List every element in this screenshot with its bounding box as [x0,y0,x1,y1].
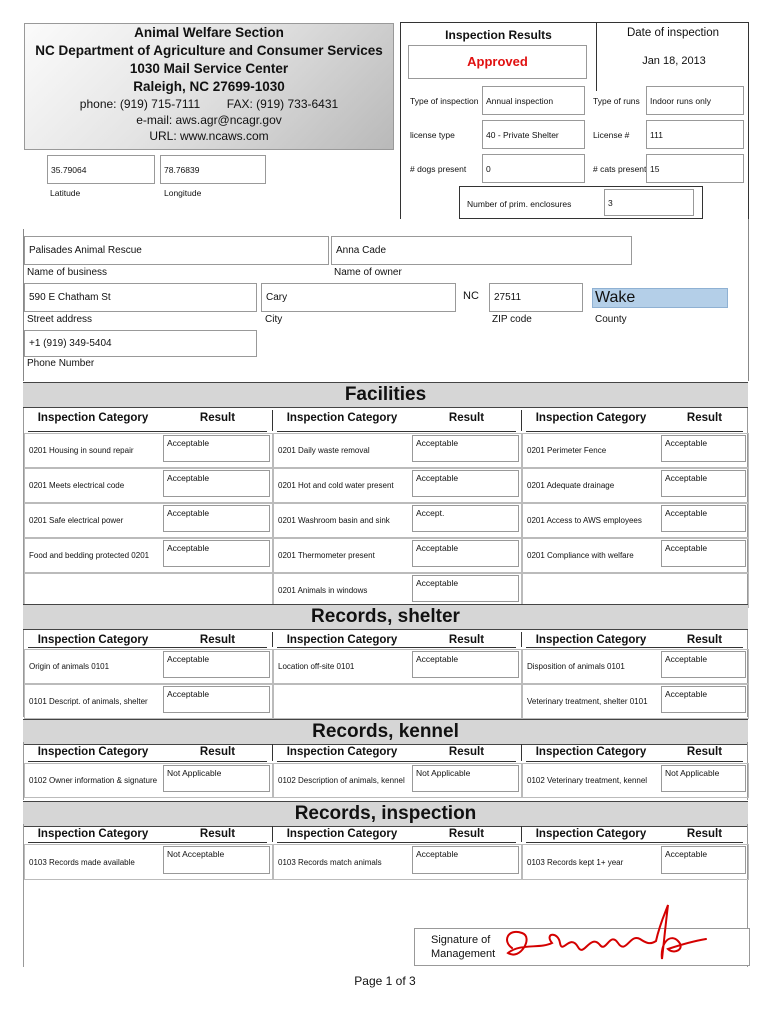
cats-present-label: # cats present [593,164,647,174]
col-header-category: Inspection Category [37,828,149,840]
col-header-category: Inspection Category [286,828,398,840]
inspection-category: 0103 Records made available [29,857,135,867]
zip-label: ZIP code [492,314,532,325]
latitude-label: Latitude [50,188,81,198]
inspection-category: Food and bedding protected 0201 [29,551,150,560]
col-header-result: Result [199,634,236,646]
col-header-result: Result [686,746,723,758]
col-header-result: Result [448,634,485,646]
date-label: Date of inspection [626,27,720,39]
col-header-category: Inspection Category [37,634,149,646]
result-field[interactable]: Acceptable [661,686,746,713]
result-field[interactable]: Acceptable [412,651,519,678]
inspection-category: 0201 Daily waste removal [278,446,370,455]
result-field[interactable]: Approved [408,45,587,79]
col-header-result: Result [686,828,723,840]
dogs-present-field[interactable]: 0 [482,154,585,183]
dogs-present-label: # dogs present [410,164,467,174]
col-header-category: Inspection Category [535,634,647,646]
inspection-category: 0103 Records match animals [278,857,382,867]
street-address-label: Street address [27,314,93,325]
signature-label [431,933,501,961]
facilities-table [23,408,748,604]
inspection-category: Origin of animals 0101 [29,662,110,671]
result-field[interactable]: Acceptable [163,505,270,532]
records-kennel-table [23,742,748,800]
result-field[interactable]: Acceptable [661,540,746,567]
table-row-cell [522,573,749,608]
agency-phone: phone: (919) 715-7111 [79,97,201,111]
county-field[interactable]: Wake [592,288,728,308]
page-number: Page 1 of 3 [354,974,416,988]
agency-url: URL: www.ncaws.com [149,129,269,143]
agency-fax: FAX: (919) 733-6431 [226,97,339,111]
enclosures-label: Number of prim. enclosures [467,199,572,209]
col-header-category: Inspection Category [286,746,398,758]
result-field[interactable]: Not Applicable [661,765,746,792]
inspection-category: 0201 Meets electrical code [29,481,125,490]
inspection-type-label: Type of inspection [410,96,479,106]
longitude-label: Longitude [164,188,202,198]
col-header-result: Result [448,412,485,424]
result-field[interactable]: Acceptable [163,470,270,497]
records-kennel-section-header: Records, kennel [23,719,748,745]
phone-field[interactable]: +1 (919) 349-5404 [24,330,257,357]
inspection-category: 0102 Veterinary treatment, kennel [527,776,648,785]
col-header-category: Inspection Category [37,746,149,758]
business-name-field[interactable]: Palisades Animal Rescue [24,236,329,265]
inspection-results-label: Inspection Results [445,28,552,42]
inspection-category: 0201 Adequate drainage [527,481,615,490]
license-type-field[interactable]: 40 - Private Shelter [482,120,585,149]
table-row-cell [24,573,273,608]
col-header-category: Inspection Category [286,412,398,424]
zip-field[interactable]: 27511 [489,283,583,312]
agency-email: e-mail: aws.agr@ncagr.gov [136,113,282,127]
records-inspection-section-header: Records, inspection [23,801,748,827]
inspection-category: Disposition of animals 0101 [527,662,625,671]
records-shelter-section-header: Records, shelter [23,604,748,630]
street-address-field[interactable]: 590 E Chatham St [24,283,257,312]
agency-phone-fax [25,96,393,112]
department-name: NC Department of Agriculture and Consumer Services [35,43,383,58]
result-field[interactable]: Acceptable [412,846,519,874]
owner-name-label: Name of owner [334,267,402,278]
result-field[interactable]: Not Applicable [412,765,519,792]
signature-label-line1: Signature of [431,934,491,946]
inspection-category: 0201 Washroom basin and sink [278,516,390,525]
runs-label: Type of runs [593,96,640,106]
cats-present-field[interactable]: 15 [646,154,744,183]
col-header-result: Result [199,746,236,758]
county-label: County [595,314,627,325]
inspection-category: 0201 Thermometer present [278,551,375,560]
inspection-category: 0102 Description of animals, kennel [278,776,405,785]
records-shelter-table [23,630,748,717]
signature-image [500,903,710,973]
inspection-category: 0201 Access to AWS employees [527,516,642,525]
license-type-label: license type [410,130,455,140]
col-header-category: Inspection Category [37,412,149,424]
result-field[interactable]: Acceptable [412,575,519,602]
business-name-label: Name of business [27,267,108,278]
agency-address: 1030 Mail Service Center [129,61,289,76]
city-label: City [265,314,283,325]
runs-field[interactable]: Indoor runs only [646,86,744,115]
result-field[interactable]: Acceptable [661,505,746,532]
inspection-category: 0201 Hot and cold water present [278,481,394,490]
license-number-field[interactable]: 111 [646,120,744,149]
inspection-category: Location off-site 0101 [278,662,355,671]
result-field[interactable]: Accept. [412,505,519,532]
result-field[interactable]: Acceptable [661,846,746,874]
result-field[interactable]: Acceptable [661,470,746,497]
result-field[interactable]: Acceptable [163,686,270,713]
col-header-category: Inspection Category [535,412,647,424]
inspection-category: 0201 Animals in windows [278,586,368,595]
longitude-field[interactable]: 78.76839 [160,155,266,184]
agency-city: Raleigh, NC 27699-1030 [133,79,285,94]
result-field[interactable]: Acceptable [163,540,270,567]
col-header-category: Inspection Category [535,828,647,840]
col-header-result: Result [686,412,723,424]
city-field[interactable]: Cary [261,283,456,312]
inspection-category: 0102 Owner information & signature [29,776,158,785]
result-field[interactable]: Acceptable [163,435,270,462]
phone-label: Phone Number [27,358,95,369]
inspection-category: 0201 Safe electrical power [29,516,124,525]
table-row-cell [273,684,522,719]
result-field[interactable]: Acceptable [412,540,519,567]
inspection-category: 0201 Compliance with welfare [527,551,634,560]
result-field[interactable]: Acceptable [661,651,746,678]
col-header-result: Result [199,412,236,424]
col-header-result: Result [199,828,236,840]
result-field[interactable]: Acceptable [661,435,746,462]
section-title: Animal Welfare Section [134,25,284,40]
owner-name-field[interactable]: Anna Cade [331,236,632,265]
agency-header [24,23,394,150]
result-field[interactable]: Not Applicable [163,765,270,792]
result-field[interactable]: Acceptable [163,651,270,678]
inspection-category: 0201 Perimeter Fence [527,446,607,455]
license-number-label: License # [593,130,630,140]
col-header-result: Result [686,634,723,646]
result-field[interactable]: Not Acceptable [163,846,270,874]
date-field[interactable]: Jan 18, 2013 [642,55,706,67]
facilities-section-header: Facilities [23,382,748,408]
signature-label-line2: Management [431,948,496,960]
inspection-type-field[interactable]: Annual inspection [482,86,585,115]
col-header-result: Result [448,746,485,758]
inspection-category: 0201 Housing in sound repair [29,446,134,455]
col-header-result: Result [448,828,485,840]
inspection-category: Veterinary treatment, shelter 0101 [527,697,648,706]
state-value: NC [463,290,479,302]
result-field[interactable]: Acceptable [412,470,519,497]
inspection-category: 0103 Records kept 1+ year [527,857,624,867]
inspection-category: 0101 Descript. of animals, shelter [29,697,148,706]
result-field[interactable]: Acceptable [412,435,519,462]
col-header-category: Inspection Category [535,746,647,758]
latitude-field[interactable]: 35.79064 [47,155,155,184]
col-header-category: Inspection Category [286,634,398,646]
enclosures-field[interactable]: 3 [604,189,694,216]
